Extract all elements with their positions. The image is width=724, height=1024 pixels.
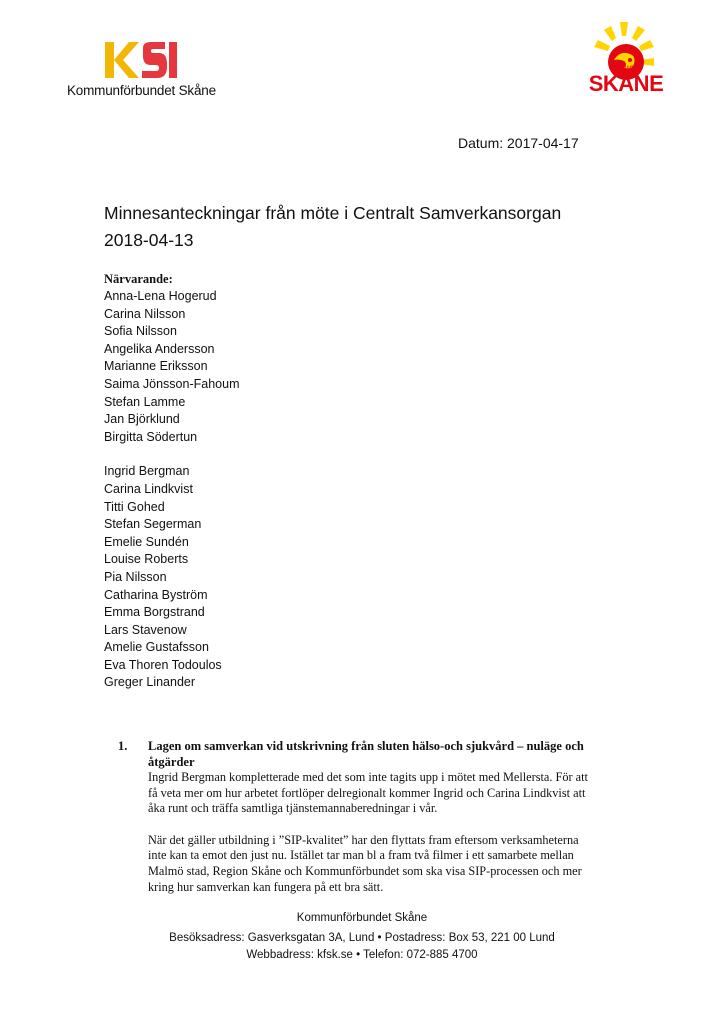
attendee: Birgitta Södertun — [104, 429, 198, 444]
agenda-item-1 — [118, 739, 598, 895]
attendee: Louise Roberts — [104, 552, 189, 567]
date-label: Datum: — [458, 135, 504, 151]
attendee: Marianne Eriksson — [104, 359, 208, 374]
title-line-1: Minnesanteckningar från möte i Centralt Samverkansorgan — [104, 203, 562, 223]
attendee: Stefan Segerman — [104, 517, 202, 532]
agenda-item-number: 1. — [118, 739, 128, 753]
region-skane-wordmark — [584, 66, 668, 95]
attendees-group-2 — [104, 463, 404, 692]
attendee: Sofia Nilsson — [104, 324, 177, 339]
attendee: Saima Jönsson-Fahoum — [104, 376, 240, 391]
attendee: Titti Gohed — [104, 499, 165, 514]
region-label: REGION — [612, 66, 640, 72]
agenda-item-heading: Lagen om samverkan vid utskrivning från sluten hälso-och sjukvård – nuläge och åtgärder — [148, 739, 584, 769]
title-line-2: 2018-04-13 — [104, 230, 194, 250]
attendee: Greger Linander — [104, 675, 196, 690]
attendee: Jan Björklund — [104, 412, 180, 427]
date-value: 2017-04-17 — [507, 135, 579, 151]
attendee: Anna-Lena Hogerud — [104, 289, 217, 303]
attendee: Stefan Lamme — [104, 394, 186, 409]
ksk-name: Kommunförbundet Skåne — [67, 83, 216, 98]
date-line — [458, 135, 579, 151]
footer-org-name: Kommunförbundet Skåne — [296, 912, 428, 924]
attendees-section — [104, 270, 404, 692]
attendee: Emelie Sundén — [104, 534, 189, 549]
page-footer — [0, 910, 724, 965]
attendee: Carina Nilsson — [104, 306, 186, 321]
footer-contact: Webbadress: kfsk.se • Telefon: 072-885 4700 — [246, 949, 478, 961]
attendee: Lars Stavenow — [104, 622, 187, 637]
attendees-group-1 — [104, 288, 404, 446]
skane-label: SKÅNE — [588, 71, 664, 96]
attendee: Angelika Andersson — [104, 341, 215, 356]
footer-address: Besöksadress: Gasverksgatan 3A, Lund • Postadress: Box 53, 221 00 Lund — [169, 931, 555, 944]
document-title — [104, 200, 604, 254]
agenda-paragraph: När det gäller utbildning i ”SIP-kvalitet” har den flyttats fram eftersom verksamheterna inte kan ta emot den just nu. Istället tar man bl a fram två filmer i ett samarbete mellan Malmö stad, Region Skåne och Kommunförbundet som ska visa SIP-processen och mer kring hur samverkan kan fungera på ett bra sätt. — [148, 832, 582, 894]
attendee: Ingrid Bergman — [104, 464, 190, 479]
attendee: Carina Lindkvist — [104, 481, 193, 496]
attendee: Catharina Byström — [104, 587, 208, 602]
attendees-heading: Närvarande: — [104, 272, 173, 286]
attendee: Pia Nilsson — [104, 569, 167, 584]
ksk-logo-mark — [67, 40, 177, 80]
attendee: Emma Borgstrand — [104, 605, 205, 620]
agenda-paragraph: Ingrid Bergman kompletterade med det som inte tagits upp i mötet med Mellersta. För att få veta mer om hur arbetet fortlöper delregionalt kommer Ingrid och Carina Lindkvist att åka runt och träffa samtliga tjänstemannaberedningar i vår. — [148, 770, 588, 816]
attendee: Eva Thoren Todoulos — [104, 657, 222, 672]
attendee: Amelie Gustafsson — [104, 640, 209, 655]
